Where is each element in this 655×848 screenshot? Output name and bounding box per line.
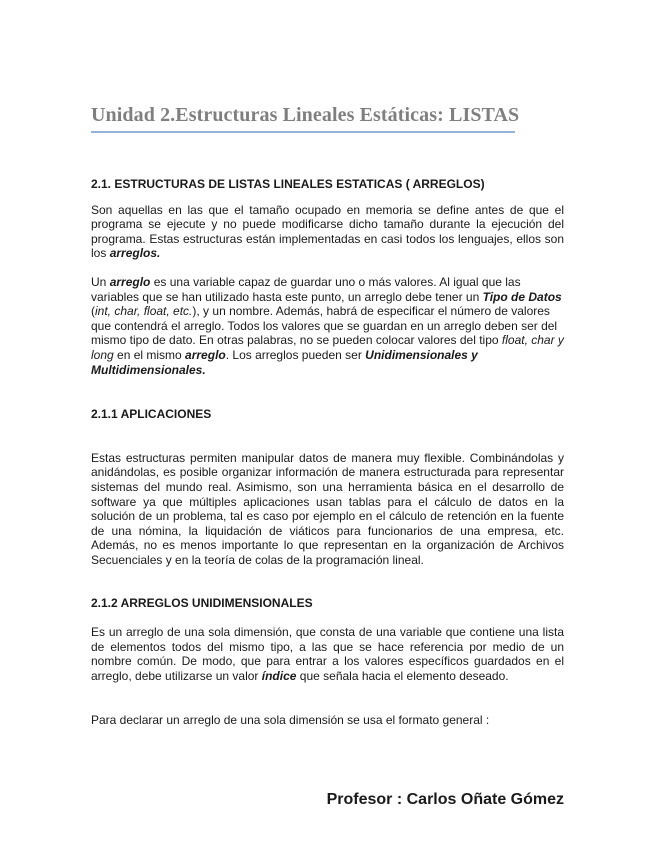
text-run: ), y un nombre. Además, habrá de especificar el número de valores que contendrá el arreglo. Todos los valores que se guardan en un arreglo deben ser del mismo tipo de dato. En otras palabras, no se pueden colocar valores del tipo	[91, 304, 558, 348]
section-heading-estructuras: 2.1. ESTRUCTURAS DE LISTAS LINEALES ESTATICAS ( ARREGLOS)	[91, 177, 485, 191]
document-title: Unidad 2.Estructuras Lineales Estáticas: LISTAS	[91, 104, 520, 126]
emphasis-tipo-de-datos: Tipo de Datos	[482, 289, 562, 304]
text-run: es una variable capaz de guardar uno o más valores. Al igual que las variables que se han utilizado hasta este punto, un arreglo debe tener un	[91, 274, 521, 304]
paragraph-arreglo	[91, 275, 564, 377]
emphasis-arreglo-2: arreglo	[185, 347, 226, 362]
document-body	[91, 177, 564, 728]
paragraph-declaracion: Para declarar un arreglo de una sola dimensión se usa el formato general :	[91, 713, 490, 728]
section-heading-aplicaciones: 2.1.1 APLICACIONES	[91, 407, 212, 422]
italic-types: int, char, float, etc.	[95, 304, 193, 319]
text-run: que señala hacia el elemento deseado.	[296, 668, 509, 683]
text-run: Son aquellas en las que el tamaño ocupado en memoria se define antes de que el programa se ejecute y no puede modificarse dicho tamaño durante la ejecución del programa. Estas estructuras están implementadas en casi todos los lenguajes, ellos son los	[91, 202, 564, 261]
paragraph-definicion	[91, 203, 564, 261]
text-run: en el mismo	[113, 347, 186, 362]
emphasis-arreglos: arreglos.	[109, 246, 161, 261]
text-run: Un	[91, 274, 110, 289]
emphasis-indice: índice	[261, 668, 297, 683]
section-heading-unidimensionales: 2.1.2 ARREGLOS UNIDIMENSIONALES	[91, 596, 313, 611]
italic-types-2: float, char y long	[91, 333, 564, 362]
text-run: . Los arreglos pueden ser	[225, 347, 366, 362]
text-run: (	[91, 304, 95, 319]
footer-professor: Profesor : Carlos Oñate Gómez	[326, 791, 564, 808]
paragraph-unidimensional	[91, 625, 564, 683]
emphasis-arreglo: arreglo	[109, 274, 151, 289]
emphasis-uni-multi: Unidimensionales y Multidimensionales.	[91, 347, 478, 377]
title-underline	[91, 131, 515, 133]
paragraph-aplicaciones: Estas estructuras permiten manipular datos de manera muy flexible. Combinándolas y anidándolas, es posible organizar información de manera estructurada para representar sistemas del mundo real. Asimismo, son una herramienta básica en el desarrollo de software ya que múltiples aplicaciones usan tablas para el cálculo de datos en la solución de un problema, tal es caso por ejemplo en el cálculo de retención en la fuente de una nómina, la liquidación de viáticos para funcionarios de una empresa, etc. Además, no es menos importante lo que representan en la organización de Archivos Secuenciales y en la teoría de colas de la programación lineal.	[91, 450, 564, 567]
text-run: Es un arreglo de una sola dimensión, que consta de una variable que contiene una lista de elementos todos del mismo tipo, a las que se hace referencia por medio de un nombre común. De modo, que para entrar a los valores específicos guardados en el arreglo, debe utilizarse un valor	[91, 625, 564, 683]
